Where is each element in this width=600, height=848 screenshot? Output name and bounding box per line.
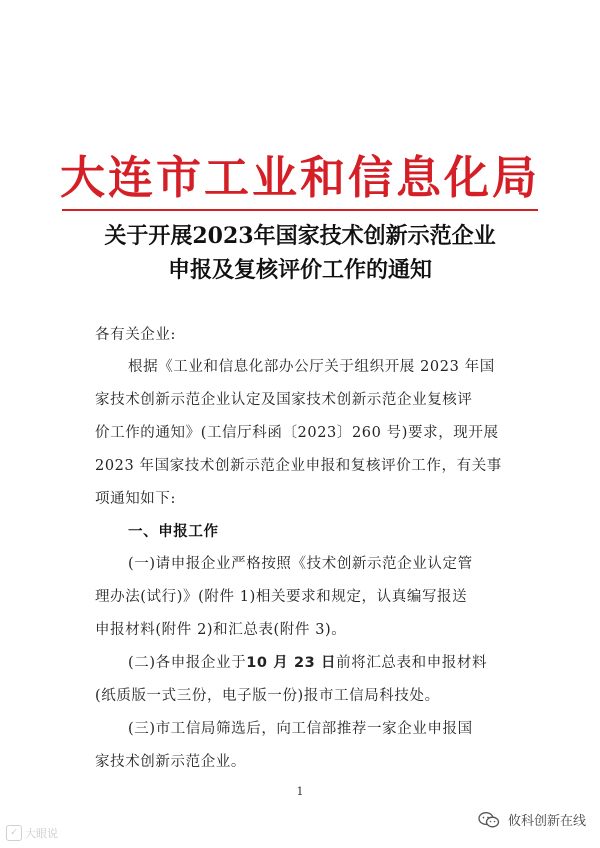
document-title-line-1: 关于开展2023年国家技术创新示范企业 (104, 223, 496, 249)
intro-line-1: 根据《工业和信息化部办公厅关于组织开展 2023 年国 (128, 359, 495, 375)
intro-line-4: 2023 年国家技术创新示范企业申报和复核评价工作，有关事 (95, 458, 502, 474)
item-2-line-2: (纸质版一式三份，电子版一份)报市工信局科技处。 (95, 688, 440, 704)
item-1-line-3: 申报材料(附件 2)和汇总表(附件 3)。 (95, 622, 347, 638)
item-1-line-2: 理办法(试行)》(附件 1)相关要求和规定，认真编写报送 (95, 589, 468, 605)
item-2-deadline: 10 月 23 日 (246, 655, 337, 671)
item-1-line-1: (一)请申报企业严格按照《技术创新示范企业认定管 (128, 556, 473, 572)
document-title-line-2: 申报及复核评价工作的通知 (167, 257, 432, 283)
intro-line-3: 价工作的通知》(工信厅科函〔2023〕260 号)要求，现开展 (95, 425, 499, 441)
watermark-left-text: 大眼说 (25, 827, 58, 840)
section-1-heading: 一、申报工作 (128, 524, 219, 540)
item-3-line-2: 家技术创新示范企业。 (95, 754, 246, 770)
intro-line-2: 家技术创新示范企业认定及国家技术创新示范企业复核评 (95, 392, 473, 408)
issuing-organization-header: 大连市工业和信息化局 (59, 151, 540, 204)
page-number: 1 (296, 785, 304, 798)
intro-line-5: 项通知如下: (95, 491, 176, 507)
watermark-right (478, 810, 586, 829)
red-header-rule (62, 209, 538, 211)
salutation: 各有关企业: (95, 327, 176, 343)
watermark-right-text: 攸科创新在线 (507, 814, 586, 829)
item-3-line-1: (三)市工信局筛选后，向工信部推荐一家企业申报国 (128, 721, 473, 737)
watermark-logo-icon: ✓ (6, 825, 22, 841)
wechat-icon (478, 811, 500, 829)
item-2-prefix: (二)各申报企业于 (128, 655, 247, 671)
watermark-left (6, 825, 58, 841)
item-2-line-1 (128, 651, 487, 672)
item-2-suffix: 前将汇总表和申报材料 (336, 655, 488, 671)
